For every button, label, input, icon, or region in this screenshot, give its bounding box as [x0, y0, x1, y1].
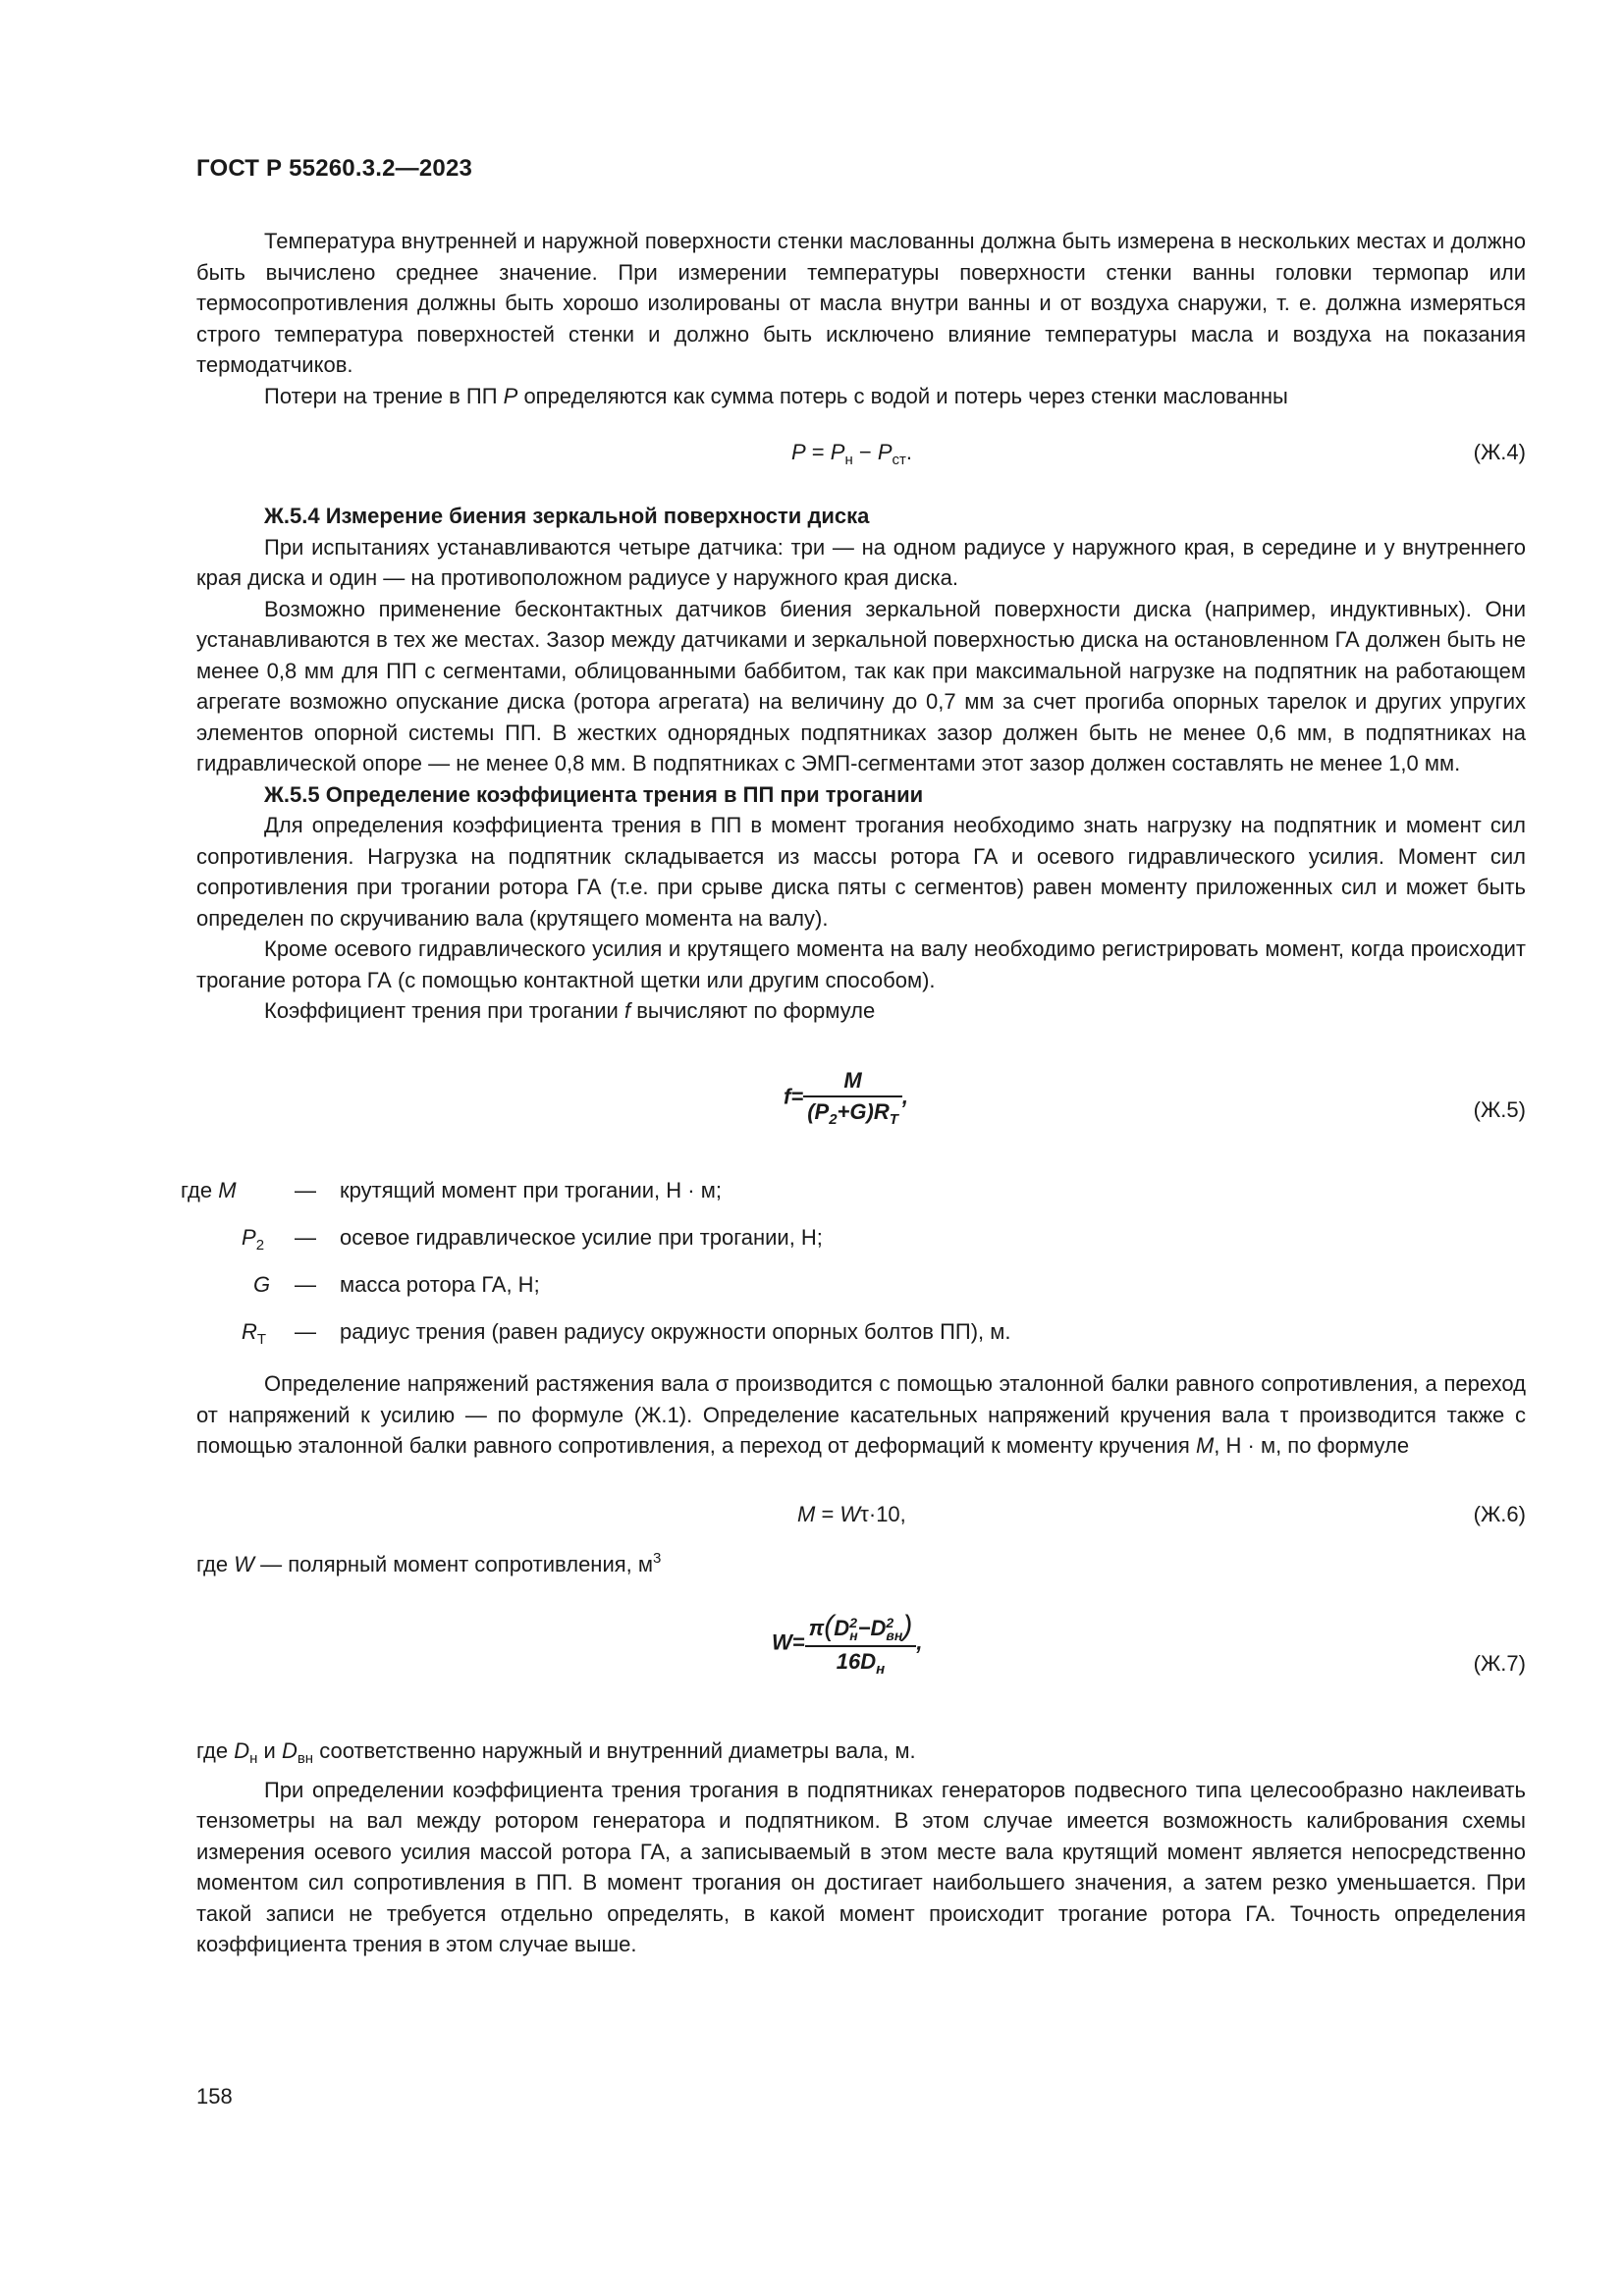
heading-zh-5-4: Ж.5.4 Измерение биения зеркальной поверхности диска	[264, 504, 870, 528]
paragraph-friction-coefficient: Для определения коэффициента трения в ПП в момент трогания необходимо знать нагрузку на подпятник и момент сил сопротивления. Нагрузка на подпятник складывается из массы ротора ГА и осевого гидравлического усилия. Момент сил сопротивления при трогании ротора ГА (т.е. при срыве диска пяты с сегментов) равен моменту приложенных сил и может быть определен по скручиванию вала (крутящего момента на валу).	[196, 813, 1526, 931]
definition-row: где M — крутящий момент при трогании, Н · м;	[181, 1178, 722, 1202]
fraction-zh5: $\frac{M}{(P_2+G)R_Т}$	[803, 1068, 902, 1128]
text-block-w-definition	[196, 1543, 1526, 1580]
definition-row: $P_2$ — осевое гидравлическое усилие при трогании, Н;	[242, 1225, 823, 1254]
definition-row: G — масса ротора ГА, Н;	[253, 1272, 540, 1297]
equation-zh6	[196, 1502, 1526, 1541]
document-header: ГОСТ Р 55260.3.2—2023	[196, 155, 473, 182]
equation-zh6-number: (Ж.6)	[1473, 1502, 1526, 1526]
equation-zh7	[196, 1610, 1526, 1708]
equation-zh5-number: (Ж.5)	[1473, 1097, 1526, 1122]
definition-row: $R_Т$ — радиус трения (равен радиусу окружности опорных болтов ПП), м.	[242, 1319, 1011, 1348]
paragraph-w-definition: где W — полярный момент сопротивления, $м^3$	[196, 1550, 662, 1576]
equation-zh4-expression: $P = P_н - P_{ст}$.	[791, 440, 913, 468]
document-page	[181, 0, 1526, 2296]
text-block-temperature	[196, 226, 1526, 411]
paragraph-friction-losses: Потери на трение в ПП P определяются как сумма потерь с водой и потерь через стенки маслованны	[264, 383, 1288, 408]
equation-zh5-expression: f= $\frac{M}{(P_2+G)R_Т}$ ,	[784, 1068, 909, 1128]
text-block-section-554-555	[196, 501, 1526, 1027]
paragraph-sensors: При испытаниях устанавливаются четыре датчика: три — на одном радиусе у наружного края, в середине и у внутреннего края диска и один — на противоположном радиусе у наружного края диска.	[196, 534, 1526, 590]
paragraph-stress: Определение напряжений растяжения вала σ производится с помощью эталонной балки равного сопротивления, а переход от напряжений к усилию — по формуле (Ж.1). Определение касательных напряжений кручения вала τ производится также с помощью эталонной балки равного сопротивления, а переход от деформаций к моменту кручения M, Н · м, по формуле	[196, 1371, 1526, 1458]
text-block-stress	[196, 1368, 1526, 1462]
equation-zh4-number: (Ж.4)	[1473, 440, 1526, 464]
paragraph-contactless-sensors: Возможно применение бесконтактных датчиков биения зеркальной поверхности диска (например, индуктивных). Они устанавливаются в тех же местах. Зазор между датчиками и зеркальной поверхностью диска на остановленном ГА должен быть не менее 0,8 мм для ПП с сегментами, облицованными баббитом, так как при максимальной нагрузке на подпятник на работающем агрегате возможно опускание диска (ротора агрегата) на величину до 0,7 мм за счет прогиба опорных тарелок и других упругих элементов опорной системы ПП. В жестких однорядных подпятниках зазор должен быть не менее 0,6 мм, в подпятниках на гидравлической опоре — не менее 0,8 мм. В подпятниках с ЭМП-сегментами этот зазор должен составлять не менее 1,0 мм.	[196, 596, 1526, 775]
equation-zh6-expression: M = Wτ·10,	[797, 1502, 906, 1526]
paragraph-formula-intro: Коэффициент трения при трогании f вычисляют по формуле	[264, 998, 876, 1023]
heading-zh-5-5: Ж.5.5 Определение коэффициента трения в ПП при трогании	[264, 781, 924, 807]
equation-zh7-number: (Ж.7)	[1473, 1651, 1526, 1676]
equation-zh7-expression: W= π(D 2 н −D 2 вн ) $16D_н$ ,	[772, 1610, 923, 1678]
page-number: 158	[196, 2084, 233, 2109]
paragraph-temperature: Температура внутренней и наружной поверхности стенки маслованны должна быть измерена в нескольких местах и должно быть вычислено среднее значение. При измерении температуры поверхности стенки ванны головки термопар или термосопротивления должны быть хорошо изолированы от масла внутри ванны и от воздуха снаружи, т. е. должна измеряться строго температура поверхностей стенки и должно быть исключено влияние температуры масла и воздуха на показания термодатчиков.	[196, 229, 1526, 377]
fraction-zh7: π(D 2 н −D 2 вн ) $16D_н$	[805, 1610, 917, 1678]
equation-zh4	[196, 440, 1526, 479]
text-block-diameters	[196, 1735, 1526, 1960]
equation-zh5	[196, 1068, 1526, 1147]
paragraph-suspended-generators: При определении коэффициента трения трогания в подпятниках генераторов подвесного типа целесообразно наклеивать тензометры на вал между ротором генератора и подпятником. В этом случае имеется возможность калибрования схемы измерения осевого усилия массой ротора ГА, а записываемый в этом месте вала крутящий момент является непосредственно моментом сил сопротивления в ПП. В момент трогания он достигает наибольшего значения, а затем резко уменьшается. При такой записи не требуется отдельно определять, в какой момент происходит трогание ротора ГА. Точность определения коэффициента трения в этом случае выше.	[196, 1777, 1526, 1956]
paragraph-registration: Кроме осевого гидравлического усилия и крутящего момента на валу необходимо регистрировать момент, когда происходит трогание ротора ГА (с помощью контактной щетки или другим способом).	[196, 936, 1526, 992]
paragraph-diameters: где $D_н$ и $D_{вн}$ соответственно наружный и внутренний диаметры вала, м.	[196, 1738, 916, 1767]
